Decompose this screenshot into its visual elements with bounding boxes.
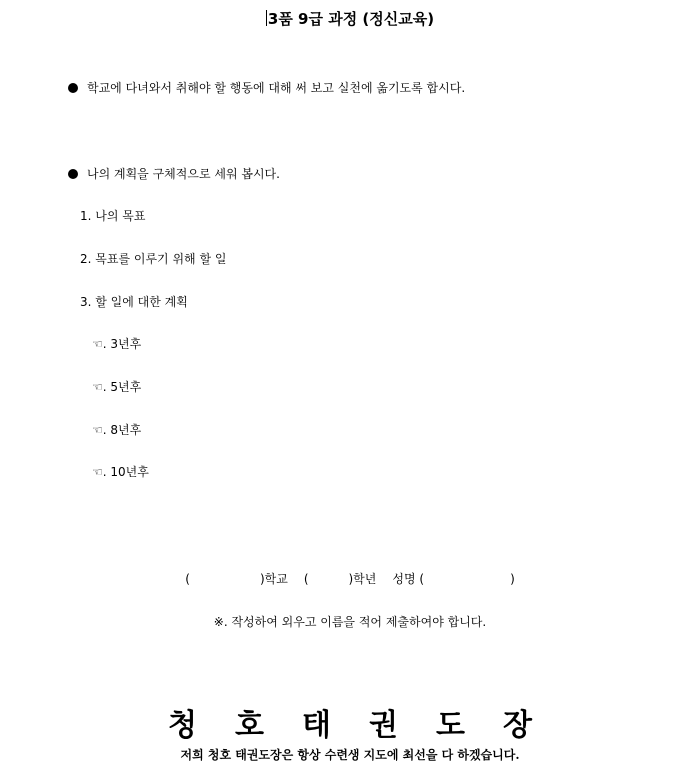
pointing-hand-icon: ☞ <box>92 337 103 351</box>
name-label: 성명 ( <box>392 572 425 586</box>
plan-sub-item: ☞. 3년후 <box>92 337 142 351</box>
pointing-hand-icon: ☞ <box>92 423 103 437</box>
plan-sub-item: ☞. 8년후 <box>92 423 142 437</box>
school-label: )학교 <box>259 572 288 586</box>
dojang-name: 청호태권도장 <box>168 708 570 743</box>
page-title: 3품 9급 과정 (정신교육) <box>267 10 435 28</box>
text-cursor <box>266 10 267 26</box>
pointing-hand-icon: ☞ <box>92 465 103 479</box>
submission-note: ※. 작성하여 외우고 이름을 적어 제출하여야 합니다. <box>213 615 487 629</box>
student-info-line <box>0 570 700 587</box>
plan-item-goal: 1. 나의 목표 <box>80 209 146 223</box>
section2-heading: 나의 계획을 구체적으로 세워 봅시다. <box>68 165 280 182</box>
plan-item-schedule: 3. 할 일에 대한 계획 <box>80 295 188 309</box>
school-open: ( <box>185 572 190 586</box>
plan-item-tasks: 2. 목표를 이루기 위해 할 일 <box>80 252 227 266</box>
section1-heading: 학교에 다녀와서 취해야 할 행동에 대해 써 보고 실천에 옮기도록 합시다. <box>68 79 465 96</box>
bullet-icon <box>68 83 78 93</box>
grade-open: ( <box>303 572 309 586</box>
plan-sub-item: ☞. 10년후 <box>92 465 149 479</box>
name-close: ) <box>510 572 515 586</box>
plan-sub-item: ☞. 5년후 <box>92 380 142 394</box>
grade-label: )학년 <box>348 572 377 586</box>
dojang-slogan: 저희 청호 태권도장은 항상 수련생 지도에 최선을 다 하겠습니다. <box>180 748 520 762</box>
bullet-icon <box>68 169 78 179</box>
pointing-hand-icon: ☞ <box>92 380 103 394</box>
